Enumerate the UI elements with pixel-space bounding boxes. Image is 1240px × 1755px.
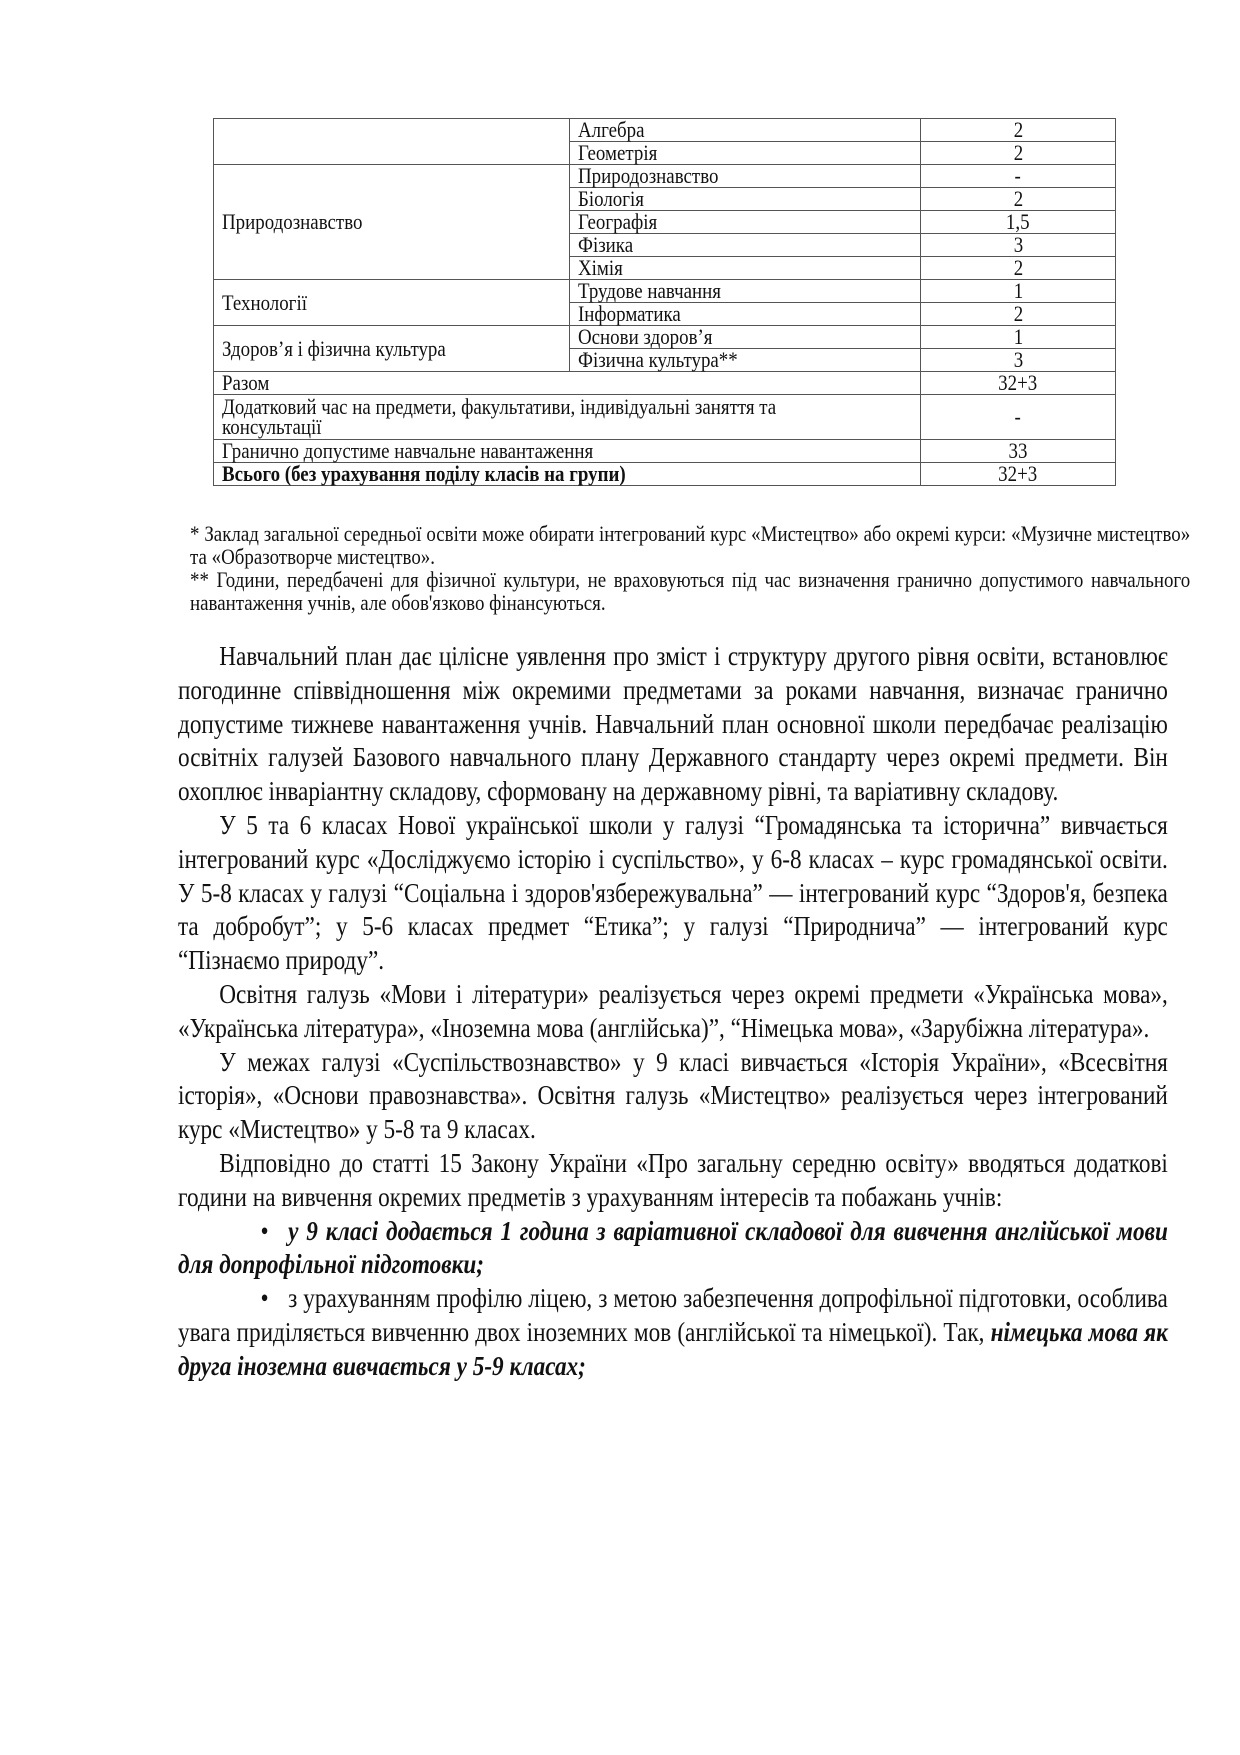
subject-cell: Фізика: [570, 234, 921, 257]
summary-value: 32+3: [921, 372, 1116, 395]
subject-cell: Геометрія: [570, 142, 921, 165]
hours-cell: 3: [921, 349, 1116, 372]
summary-label: Всього (без урахування поділу класів на групи): [214, 463, 921, 486]
paragraph: У межах галузі «Суспільствознавство» у 9 класі вивчається «Історія України», «Всесвітня історія», «Основи правознавства». Освітня галузь «Мистецтво» реалізується через інтегрований курс «Мистецтво» у 5-8 та 9 класах.: [178, 1046, 1168, 1145]
hours-cell: 2: [921, 142, 1116, 165]
area-cell: [214, 119, 570, 165]
subject-cell: Хімія: [570, 257, 921, 280]
paragraph: У 5 та 6 класах Нової української школи у галузі “Громадянська та історична” вивчається інтегрований курс «Досліджуємо історію і суспільство», у 6-8 класах – курс громадянської освіти. У 5-8 класах у галузі “Соціальна і здоров'язбережувальна” — інтегрований курс “Здоров'я, безпека та добробут”; у 5-6 класах предмет “Етика”; у галузі “Природнича” — інтегрований курс “Пізнаємо природу”.: [178, 809, 1168, 976]
footnote: ** Години, передбачені для фізичної культури, не враховуються під час визначення гранично допустимого навчального навантаження учнів, але обов'язково фінансуються.: [190, 567, 1191, 615]
subject-cell: Алгебра: [570, 119, 921, 142]
summary-value: -: [921, 395, 1116, 440]
hours-cell: 2: [921, 119, 1116, 142]
summary-value: 32+3: [921, 463, 1116, 486]
paragraph: Відповідно до статті 15 Закону України «Про загальну середню освіту» вводяться додаткові години на вивчення окремих предметів з урахуванням інтересів та побажань учнів:: [178, 1147, 1168, 1212]
summary-row-total: [214, 463, 1116, 486]
summary-label: Гранично допустиме навчальне навантаження: [214, 440, 921, 463]
summary-row: [214, 372, 1116, 395]
table-row: [214, 165, 1116, 188]
subject-cell: Біологія: [570, 188, 921, 211]
hours-cell: 2: [921, 303, 1116, 326]
subject-cell: Інформатика: [570, 303, 921, 326]
table-row: [214, 119, 1116, 142]
bullet-item: • з урахуванням профілю ліцею, з метою забезпечення допрофільної підготовки, особлива увага приділяється вивченню двох іноземних мов (англійської та німецької). Так, німецька мова як друга іноземна вивчається у 5-9 класах;: [178, 1283, 1168, 1381]
area-cell: Технології: [214, 280, 570, 326]
table-row: [214, 280, 1116, 303]
curriculum-table: [213, 118, 1116, 486]
footnotes: [190, 522, 1190, 614]
paragraph: Освітня галузь «Мови і літератури» реалізується через окремі предмети «Українська мова», «Українська література», «Іноземна мова (англійська)”, “Німецька мова», «Зарубіжна література».: [178, 978, 1168, 1043]
bullet-icon: •: [260, 1283, 269, 1314]
paragraph: Навчальний план дає цілісне уявлення про зміст і структуру другого рівня освіти, встановлює погодинне співвідношення між окремими предметами за роками навчання, визначає гранично допустиме тижневе навантаження учнів. Навчальний план основної школи передбачає реалізацію освітніх галузей Базового навчального плану Державного стандарту через окремі предмети. Він охоплює інваріантну складову, сформовану на державному рівні, та варіативну складову.: [178, 641, 1168, 807]
summary-value: 33: [921, 440, 1116, 463]
subject-cell: Географія: [570, 211, 921, 234]
subject-cell: Основи здоров’я: [570, 326, 921, 349]
hours-cell: 1: [921, 326, 1116, 349]
hours-cell: 2: [921, 188, 1116, 211]
table-row: [214, 326, 1116, 349]
subject-cell: Природознавство: [570, 165, 921, 188]
bullet-icon: •: [260, 1215, 269, 1246]
summary-row: [214, 440, 1116, 463]
hours-cell: -: [921, 165, 1116, 188]
summary-label: Разом: [214, 372, 921, 395]
body-text: [178, 640, 1168, 1384]
footnote: * Заклад загальної середньої освіти може обирати інтегрований курс «Мистецтво» або окремі курси: «Музичне мистецтво» та «Образотворче мистецтво».: [190, 521, 1191, 569]
hours-cell: 1: [921, 280, 1116, 303]
summary-row: [214, 395, 1116, 440]
bullet-item: • у 9 класі додається 1 година з варіативної складової для вивчення англійської мови для допрофільної підготовки;: [178, 1215, 1168, 1280]
hours-cell: 1,5: [921, 211, 1116, 234]
summary-label: Додатковий час на предмети, факультативи, індивідуальні заняття та консультації: [214, 395, 921, 440]
hours-cell: 3: [921, 234, 1116, 257]
subject-cell: Фізична культура**: [570, 349, 921, 372]
area-cell: Природознавство: [214, 165, 570, 280]
subject-cell: Трудове навчання: [570, 280, 921, 303]
area-cell: Здоров’я і фізична культура: [214, 326, 570, 372]
hours-cell: 2: [921, 257, 1116, 280]
